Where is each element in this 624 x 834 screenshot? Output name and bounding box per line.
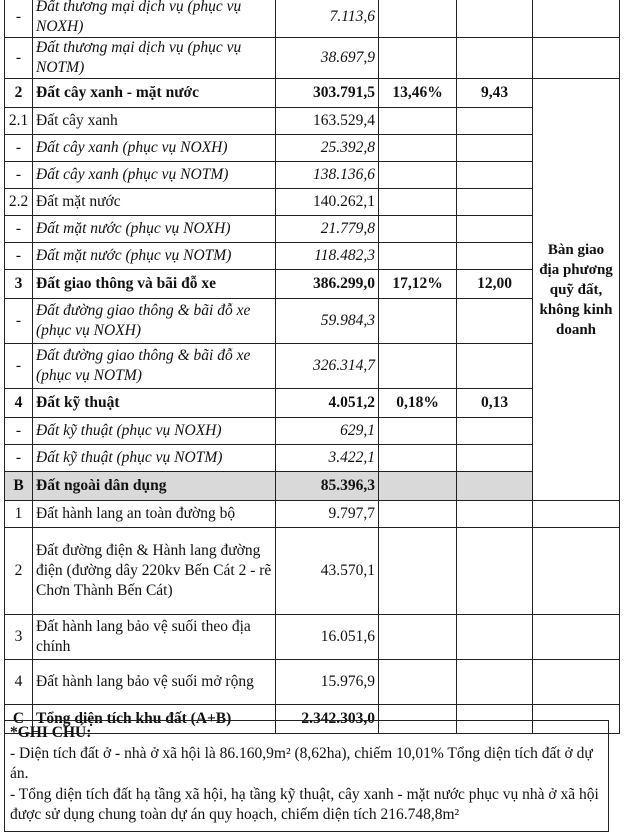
area-value: 326.314,7	[276, 344, 379, 389]
percent-cell	[379, 418, 457, 445]
row-number: 2	[5, 79, 33, 108]
table-row	[5, 189, 620, 216]
percent-cell	[379, 472, 457, 501]
ratio-cell	[457, 660, 533, 705]
land-type-name: Đất mặt nước (phục vụ NOXH)	[33, 216, 276, 243]
percent-cell	[379, 615, 457, 660]
percent-cell	[379, 135, 457, 162]
row-number: -	[5, 216, 33, 243]
area-value: 140.262,1	[276, 189, 379, 216]
ratio-cell	[457, 108, 533, 135]
row-number: -	[5, 0, 33, 38]
table-row	[5, 660, 620, 705]
note-cell	[533, 660, 620, 705]
land-type-name: Đất cây xanh (phục vụ NOTM)	[33, 162, 276, 189]
row-number: 2	[5, 528, 33, 615]
area-value: 163.529,4	[276, 108, 379, 135]
percent-cell	[379, 660, 457, 705]
ratio-cell	[457, 189, 533, 216]
area-value: 16.051,6	[276, 615, 379, 660]
percent-cell	[379, 216, 457, 243]
ratio-cell	[457, 472, 533, 501]
row-number: -	[5, 299, 33, 344]
ratio-cell	[457, 445, 533, 472]
table-row	[5, 418, 620, 445]
table-row	[5, 162, 620, 189]
area-value: 303.791,5	[276, 79, 379, 108]
row-number: -	[5, 445, 33, 472]
area-value: 386.299,0	[276, 270, 379, 299]
area-value: 38.697,9	[276, 38, 379, 79]
area-value: 15.976,9	[276, 660, 379, 705]
table-row	[5, 216, 620, 243]
area-value: 2.342.303,0	[276, 705, 379, 734]
land-type-name: Đất đường giao thông & bãi đỗ xe (phục vụ NOXH)	[33, 299, 276, 344]
row-number: 4	[5, 660, 33, 705]
table-row	[5, 445, 620, 472]
row-number: C	[5, 705, 33, 734]
ratio-cell	[457, 528, 533, 615]
ratio-cell	[457, 135, 533, 162]
table-row	[5, 528, 620, 615]
notes-title: *GHI CHÚ:	[10, 724, 92, 741]
table-row	[5, 472, 620, 501]
ratio-value: 0,13	[457, 389, 533, 418]
row-number: -	[5, 344, 33, 389]
land-type-name: Đất hành lang bảo vệ suối mở rộng	[33, 660, 276, 705]
table-row	[5, 79, 620, 108]
ratio-cell	[457, 162, 533, 189]
land-type-name: Đất cây xanh (phục vụ NOXH)	[33, 135, 276, 162]
ratio-cell	[457, 615, 533, 660]
percent-cell	[379, 299, 457, 344]
row-number: 3	[5, 615, 33, 660]
note-cell	[533, 501, 620, 528]
ratio-cell	[457, 0, 533, 38]
ratio-cell	[457, 418, 533, 445]
ratio-value: 9,43	[457, 79, 533, 108]
table-row	[5, 299, 620, 344]
land-type-name: Đất hành lang bảo vệ suối theo địa chính	[33, 615, 276, 660]
note-cell	[533, 38, 620, 79]
row-number: -	[5, 135, 33, 162]
area-value: 118.482,3	[276, 243, 379, 270]
land-type-name: Đất thương mại dịch vụ (phục vụ NOTM)	[33, 38, 276, 79]
row-number: B	[5, 472, 33, 501]
ratio-cell	[457, 216, 533, 243]
table-row	[5, 344, 620, 389]
percent-cell	[379, 528, 457, 615]
land-type-name: Đất đường giao thông & bãi đỗ xe (phục vụ NOTM)	[33, 344, 276, 389]
percent-cell	[379, 344, 457, 389]
table-row	[5, 389, 620, 418]
area-value: 9.797,7	[276, 501, 379, 528]
area-value: 21.779,8	[276, 216, 379, 243]
percent-cell	[379, 445, 457, 472]
area-value: 4.051,2	[276, 389, 379, 418]
land-type-name: Đất thương mại dịch vụ (phục vụ NOXH)	[33, 0, 276, 38]
percent-value: 13,46%	[379, 79, 457, 108]
row-number: -	[5, 243, 33, 270]
ratio-value: 12,00	[457, 270, 533, 299]
area-value: 629,1	[276, 418, 379, 445]
note-line-2: - Tổng diện tích đất hạ tầng xã hội, hạ tầng kỹ thuật, cây xanh - mặt nước phục vụ nhà ở xã hội được sử dụng chung toàn dự án quy hoạch, chiếm diện tích 216.748,8m²	[10, 785, 599, 823]
area-value: 138.136,6	[276, 162, 379, 189]
percent-cell	[379, 0, 457, 38]
land-type-name: Đất cây xanh	[33, 108, 276, 135]
notes-box	[4, 720, 609, 832]
percent-cell	[379, 108, 457, 135]
table-row	[5, 108, 620, 135]
percent-cell	[379, 189, 457, 216]
row-number: 2.2	[5, 189, 33, 216]
area-value: 3.422,1	[276, 445, 379, 472]
percent-cell	[379, 243, 457, 270]
table-row	[5, 615, 620, 660]
percent-cell	[379, 38, 457, 79]
percent-cell	[379, 162, 457, 189]
area-value: 25.392,8	[276, 135, 379, 162]
land-type-name: Đất cây xanh - mặt nước	[33, 79, 276, 108]
row-number: -	[5, 418, 33, 445]
ratio-cell	[457, 344, 533, 389]
land-use-table	[4, 0, 620, 734]
percent-value: 17,12%	[379, 270, 457, 299]
row-number: -	[5, 38, 33, 79]
percent-cell	[379, 501, 457, 528]
land-type-name: Đất kỹ thuật (phục vụ NOXH)	[33, 418, 276, 445]
table-row	[5, 270, 620, 299]
row-number: -	[5, 162, 33, 189]
land-type-name: Tổng diện tích khu đất (A+B)	[33, 705, 276, 734]
land-type-name: Đất giao thông và bãi đỗ xe	[33, 270, 276, 299]
table-row	[5, 38, 620, 79]
ratio-cell	[457, 299, 533, 344]
area-value: 7.113,6	[276, 0, 379, 38]
area-value: 43.570,1	[276, 528, 379, 615]
note-cell	[533, 615, 620, 660]
table-row	[5, 0, 620, 38]
row-number: 4	[5, 389, 33, 418]
percent-value: 0,18%	[379, 389, 457, 418]
area-value: 59.984,3	[276, 299, 379, 344]
ratio-cell	[457, 501, 533, 528]
ratio-cell	[457, 243, 533, 270]
land-type-name: Đất đường điện & Hành lang đường điện (đường dây 220kv Bến Cát 2 - rẽ Chơn Thành Bến Cát)	[33, 528, 276, 615]
land-type-name: Đất mặt nước	[33, 189, 276, 216]
note-cell	[533, 528, 620, 615]
land-type-name: Đất ngoài dân dụng	[33, 472, 276, 501]
land-type-name: Đất kỹ thuật (phục vụ NOTM)	[33, 445, 276, 472]
note-line-1: - Diện tích đất ở - nhà ở xã hội là 86.160,9m² (8,62ha), chiếm 10,01% Tổng diện tích đất ở dự án.	[10, 744, 593, 782]
table-row	[5, 243, 620, 270]
handover-note: Bàn giao địa phương quỹ đất, không kinh doanh	[533, 79, 620, 501]
row-number: 3	[5, 270, 33, 299]
table-row	[5, 135, 620, 162]
table-row	[5, 501, 620, 528]
land-type-name: Đất kỹ thuật	[33, 389, 276, 418]
ratio-cell	[457, 38, 533, 79]
area-value: 85.396,3	[276, 472, 379, 501]
land-type-name: Đất mặt nước (phục vụ NOTM)	[33, 243, 276, 270]
note-cell	[533, 0, 620, 38]
row-number: 2.1	[5, 108, 33, 135]
row-number: 1	[5, 501, 33, 528]
land-type-name: Đất hành lang an toàn đường bộ	[33, 501, 276, 528]
